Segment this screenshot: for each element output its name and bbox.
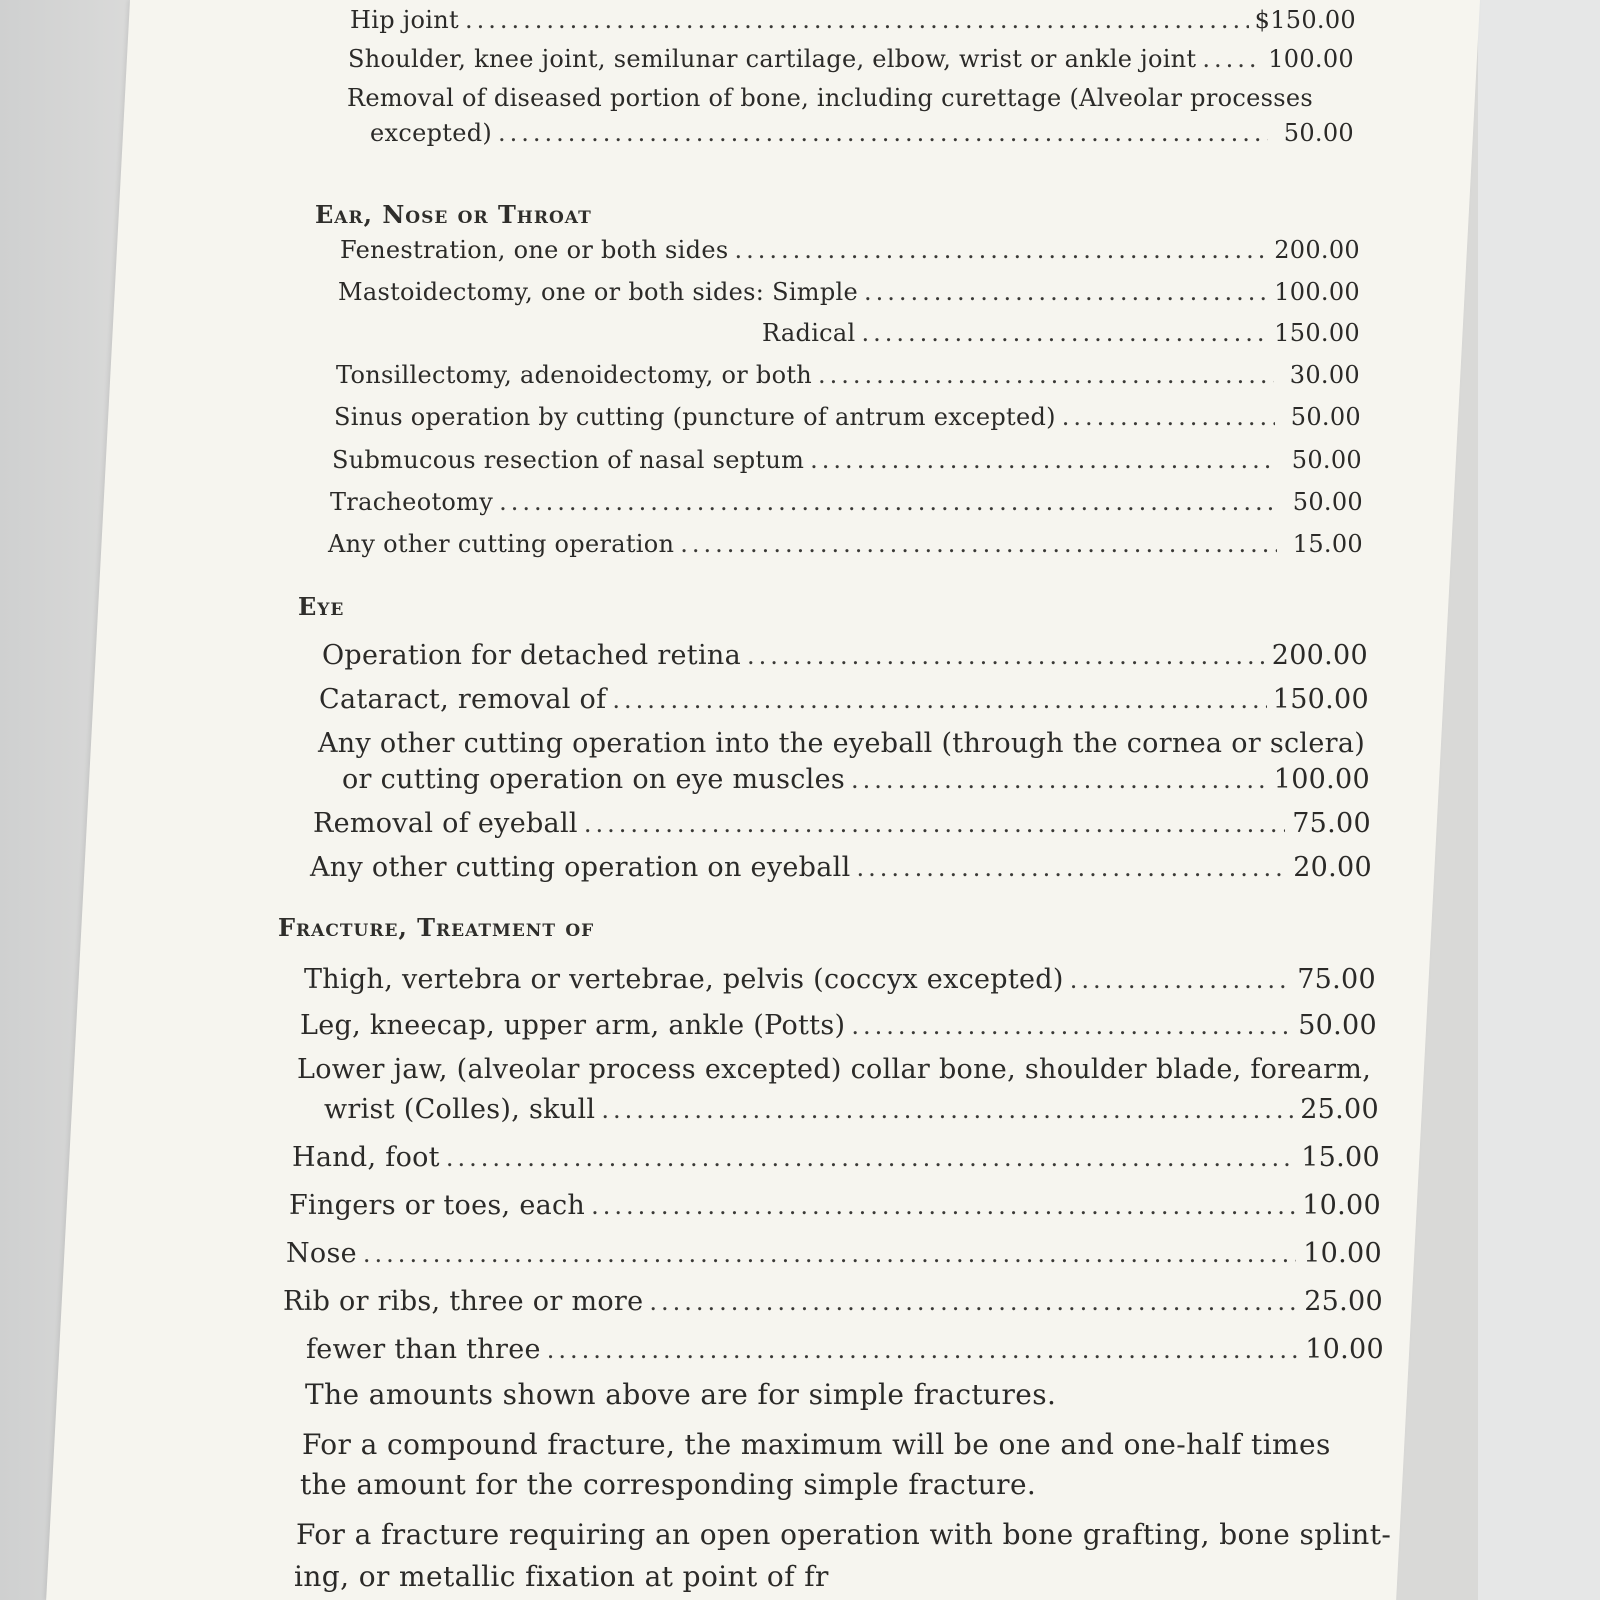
fee-row-sinus	[334, 403, 1361, 431]
fee-amount: 30.00	[1289, 361, 1360, 389]
fee-row-eyeball-other	[310, 852, 1372, 883]
fee-row-cataract	[319, 684, 1369, 715]
fee-label: Shoulder, knee joint, semilunar cartilage, elbow, wrist or ankle joint	[348, 45, 1197, 73]
fee-label-jaw-line1: Lower jaw, (alveolar process excepted) collar bone, shoulder blade, forearm,	[297, 1054, 1372, 1085]
fee-label: Any other cutting operation	[328, 530, 675, 558]
fee-amount: 200.00	[1274, 236, 1360, 264]
fee-amount: 10.00	[1303, 1238, 1382, 1269]
fee-row-hand	[292, 1142, 1380, 1173]
fee-amount: 150.00	[1274, 319, 1360, 347]
fee-amount: 75.00	[1292, 808, 1371, 839]
fee-amount: 25.00	[1300, 1094, 1379, 1125]
fee-amount: 10.00	[1305, 1334, 1384, 1365]
section-heading-fracture: Fracture, Treatment of	[278, 913, 595, 942]
fee-amount: 50.00	[1298, 1010, 1377, 1041]
fee-row-eyeball-removal	[313, 808, 1371, 839]
fee-amount: 100.00	[1268, 45, 1354, 73]
fee-label: Nose	[286, 1238, 357, 1269]
fee-label: Fingers or toes, each	[289, 1190, 586, 1221]
dot-leader	[734, 236, 1268, 264]
fee-label: fewer than three	[306, 1334, 541, 1365]
fee-row-retina	[322, 640, 1368, 671]
dot-leader	[851, 1012, 1291, 1040]
dot-leader	[498, 119, 1268, 147]
fee-label: or cutting operation on eye muscles	[342, 764, 846, 795]
fee-row-tonsillectomy	[336, 361, 1360, 389]
fee-amount: 100.00	[1274, 278, 1360, 306]
dot-leader	[547, 1336, 1298, 1364]
section-heading-ent: Ear, Nose or Throat	[315, 200, 592, 229]
fee-label: Thigh, vertebra or vertebrae, pelvis (coccyx excepted)	[304, 964, 1064, 995]
dot-leader	[818, 361, 1274, 389]
fee-row-nose	[286, 1238, 1382, 1269]
dot-leader	[499, 488, 1277, 516]
fee-row-hip-joint	[350, 6, 1356, 34]
fee-label: Removal of eyeball	[313, 808, 578, 839]
fee-amount: 50.00	[1292, 488, 1363, 516]
dot-leader	[1202, 45, 1262, 73]
fee-label-eye-other-line1: Any other cutting operation into the eyeball (through the cornea or sclera)	[318, 728, 1366, 759]
fee-amount: 20.00	[1293, 852, 1372, 883]
fee-label-removal-line1: Removal of diseased portion of bone, including curettage (Alveolar processes	[347, 84, 1313, 112]
fee-row-fingers	[289, 1190, 1381, 1221]
fee-row-jaw	[324, 1094, 1379, 1125]
dot-leader	[747, 642, 1266, 670]
fee-amount: 100.00	[1273, 764, 1370, 795]
dot-leader	[601, 1096, 1293, 1124]
dot-leader	[864, 278, 1268, 306]
fee-amount: 10.00	[1302, 1190, 1381, 1221]
fee-amount: 15.00	[1292, 530, 1363, 558]
note-compound-line1: For a compound fracture, the maximum will be one and one-half times	[302, 1428, 1331, 1461]
dot-leader	[680, 530, 1277, 558]
dot-leader	[810, 446, 1276, 474]
fee-row-shoulder	[348, 45, 1354, 73]
dot-leader	[857, 854, 1286, 882]
fee-amount: 15.00	[1301, 1142, 1380, 1173]
fee-row-mastoidectomy-simple	[338, 278, 1360, 306]
dot-leader	[851, 766, 1268, 794]
fee-amount: 25.00	[1304, 1286, 1383, 1317]
fee-label: Cataract, removal of	[319, 684, 607, 715]
dot-leader	[465, 6, 1249, 34]
fee-amount: $150.00	[1254, 6, 1356, 34]
fee-amount: 50.00	[1291, 446, 1362, 474]
fee-row-eye-muscles	[342, 764, 1370, 795]
fee-row-thigh	[304, 964, 1376, 995]
fee-row-fenestration	[340, 236, 1360, 264]
fee-label: Fenestration, one or both sides	[340, 236, 729, 264]
fee-row-leg	[300, 1010, 1377, 1041]
dot-leader	[649, 1288, 1297, 1316]
fee-amount: 75.00	[1297, 964, 1376, 995]
section-heading-eye: Eye	[298, 592, 345, 621]
fee-label: Sinus operation by cutting (puncture of antrum excepted)	[334, 403, 1056, 431]
fee-amount: 50.00	[1283, 119, 1354, 147]
fee-label: Hand, foot	[292, 1142, 440, 1173]
dot-leader	[446, 1144, 1294, 1172]
fee-row-ribs-fewer	[306, 1334, 1384, 1365]
fee-label: Operation for detached retina	[322, 640, 741, 671]
note-open-operation-line1: For a fracture requiring an open operation with bone grafting, bone splint-	[296, 1518, 1392, 1551]
dot-leader	[862, 319, 1269, 347]
fee-amount: 150.00	[1272, 684, 1369, 715]
dot-leader	[612, 686, 1266, 714]
fee-row-mastoidectomy-radical	[762, 319, 1360, 347]
fee-label: Mastoidectomy, one or both sides: Simple	[338, 278, 858, 306]
fee-label: Hip joint	[350, 6, 459, 34]
fee-row-tracheotomy	[330, 488, 1363, 516]
note-compound-line2: the amount for the corresponding simple fracture.	[300, 1468, 1037, 1501]
fee-row-ribs	[283, 1286, 1383, 1317]
fee-label: Any other cutting operation on eyeball	[310, 852, 851, 883]
fee-label: Tonsillectomy, adenoidectomy, or both	[336, 361, 813, 389]
fee-amount: 200.00	[1271, 640, 1368, 671]
fee-label: wrist (Colles), skull	[324, 1094, 596, 1125]
fee-amount: 50.00	[1290, 403, 1361, 431]
fee-row-removal-bone	[370, 119, 1354, 147]
fee-label: Radical	[762, 319, 856, 347]
fee-label: Rib or ribs, three or more	[283, 1286, 644, 1317]
dot-leader	[591, 1192, 1295, 1220]
fee-row-ent-other	[328, 530, 1363, 558]
dot-leader	[1070, 966, 1290, 994]
fee-label: Leg, kneecap, upper arm, ankle (Potts)	[300, 1010, 846, 1041]
fee-label: excepted)	[370, 119, 493, 147]
fee-label: Submucous resection of nasal septum	[332, 446, 805, 474]
dot-leader	[363, 1240, 1296, 1268]
dot-leader	[1062, 403, 1275, 431]
fee-label: Tracheotomy	[330, 488, 494, 516]
note-simple-fractures: The amounts shown above are for simple fractures.	[305, 1378, 1057, 1411]
dot-leader	[584, 810, 1285, 838]
note-open-operation-line2: ing, or metallic fixation at point of fr	[294, 1560, 829, 1593]
fee-row-submucous	[332, 446, 1362, 474]
